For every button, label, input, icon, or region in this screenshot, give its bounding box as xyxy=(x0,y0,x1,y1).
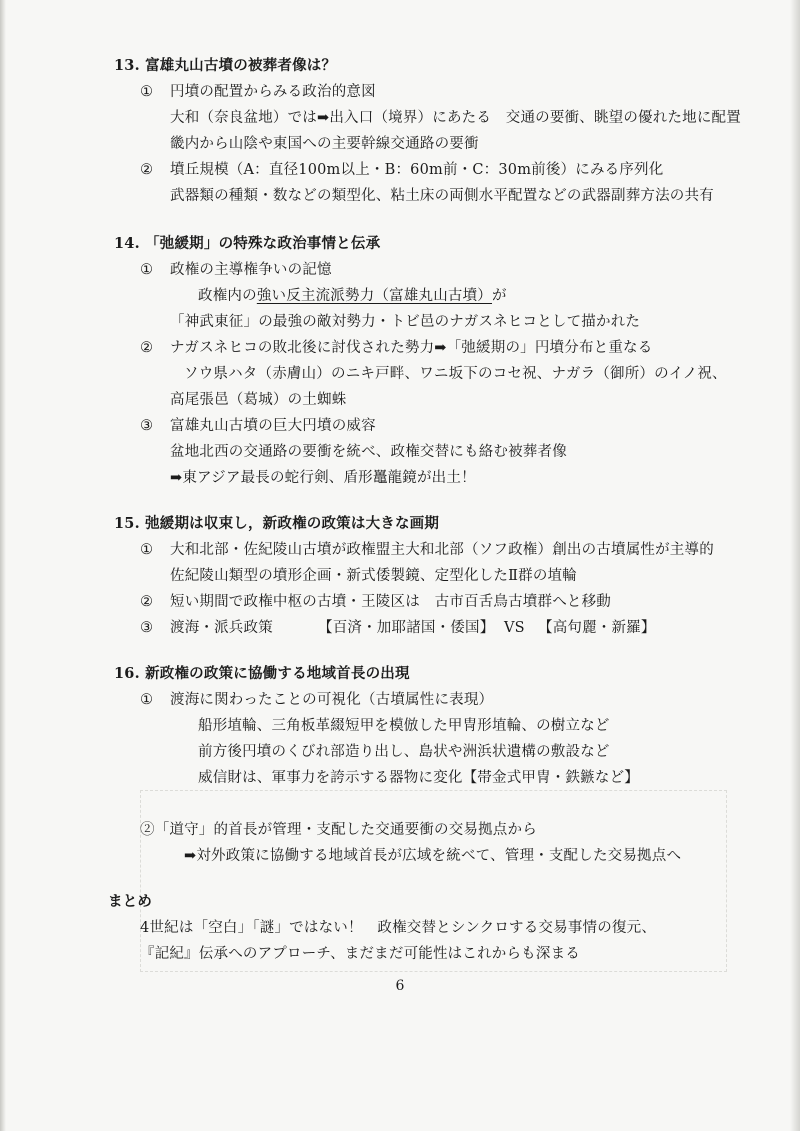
section-14-item-3 xyxy=(140,416,376,436)
section-15-item-3 xyxy=(140,618,273,638)
versus-label: VS xyxy=(504,620,525,636)
section-16-heading: 16. 新政権の政策に協働する地域首長の出現 xyxy=(114,665,410,682)
summary-heading: まとめ xyxy=(108,893,153,910)
item-text: 短い期間で政権中枢の古墳・王陵区は 古市百舌鳥古墳群へと移動 xyxy=(170,594,611,610)
summary-line-2: 『記紀』伝承へのアプローチ、まだまだ可能性はこれからも深まる xyxy=(140,946,580,962)
section-13-item-1-line-2: 大和（奈良盆地）では➡出入口（境界）にあたる 交通の要衝、眺望の優れた地に配置 xyxy=(170,110,741,126)
section-15-heading: 15. 弛緩期は収束し，新政権の政策は大きな画期 xyxy=(114,515,440,532)
alliance-left: 【百済・加耶諸国・倭国】 xyxy=(318,620,495,636)
section-13-item-1-line-3: 畿内から山陰や東国への主要幹線交通路の要衝 xyxy=(170,136,479,152)
section-15-item-2 xyxy=(140,592,611,612)
section-13-item-2 xyxy=(140,160,663,180)
section-14-heading: 14. 「弛緩期」の特殊な政治事情と伝承 xyxy=(114,235,381,252)
item-text: 墳丘規模（A：直径100m以上・B：60m前・C：30m前後）にみる序列化 xyxy=(170,162,664,178)
section-14-item-3-line-2: 盆地北西の交通路の要衝を統べ、政権交替にも絡む被葬者像 xyxy=(170,444,567,460)
text-suffix: が xyxy=(492,288,507,304)
section-14-item-1 xyxy=(140,260,332,280)
section-13-item-2-line-2: 武器類の種類・数などの類型化、粘土床の両側水平配置などの武器副葬方法の共有 xyxy=(170,188,714,204)
scan-edge-left xyxy=(0,0,6,1131)
item-number: ① xyxy=(140,692,154,708)
section-14-item-1-line-3: 「神武東征」の最強の敵対勢力・トビ邑のナガスネヒコとして描かれた xyxy=(170,314,641,330)
item-number: ② xyxy=(140,594,154,610)
item-number: ③ xyxy=(140,620,154,636)
section-16-item-2: ②「道守」的首長が管理・支配した交通要衝の交易拠点から xyxy=(140,822,537,838)
section-16-item-2-line-2: ➡対外政策に協働する地域首長が広域を統べて、管理・支配した交易拠点へ xyxy=(184,848,682,864)
item-number: ① xyxy=(140,542,154,558)
section-16-item-1-line-2: 船形埴輪、三角板革綴短甲を模倣した甲冑形埴輪、の樹立など xyxy=(198,718,610,734)
item-text: 富雄丸山古墳の巨大円墳の威容 xyxy=(170,418,376,434)
section-15-item-1-line-2: 佐紀陵山類型の墳形企画・新式倭製鏡、定型化したⅡ群の埴輪 xyxy=(170,568,577,584)
page-number: 6 xyxy=(395,978,405,994)
section-14-item-2 xyxy=(140,338,652,358)
section-13-item-1 xyxy=(140,82,376,102)
item-text: 渡海に関わったことの可視化（古墳属性に表現） xyxy=(170,692,494,708)
text-prefix: 政権内の xyxy=(198,288,257,304)
item-number: ① xyxy=(140,262,154,278)
summary-line-1: 4世紀は「空白」「謎」ではない！ 政権交替とシンクロする交易事情の復元、 xyxy=(140,920,657,936)
section-16-item-1 xyxy=(140,690,493,710)
underlined-text: 強い反主流派勢力（富雄丸山古墳） xyxy=(256,288,493,304)
scan-edge-right xyxy=(790,0,800,1131)
section-16-item-1-line-3: 前方後円墳のくびれ部造り出し、島状や洲浜状遺構の敷設など xyxy=(198,744,610,760)
item-text: 渡海・派兵政策 xyxy=(170,620,273,636)
section-15-item-1 xyxy=(140,540,714,560)
section-14-item-2-line-2: ソウ県ハタ（赤膚山）のニキ戸畔、ワニ坂下のコセ祝、ナガラ（御所）のイノ祝、 xyxy=(184,366,727,382)
section-14-item-2-line-3: 高尾張邑（葛城）の土蜘蛛 xyxy=(170,392,347,408)
item-number: ① xyxy=(140,84,154,100)
item-number: ② xyxy=(140,162,154,178)
item-number: ③ xyxy=(140,418,154,434)
section-13-heading: 13. 富雄丸山古墳の被葬者像は？ xyxy=(114,57,337,74)
section-14-item-1-line-2 xyxy=(198,286,507,306)
alliance-right: 【高句麗・新羅】 xyxy=(538,620,656,636)
item-number: ② xyxy=(140,340,154,356)
section-16-item-1-line-4: 威信財は、軍事力を誇示する器物に変化【帯金式甲冑・鉄鏃など】 xyxy=(198,770,639,786)
item-text: 政権の主導権争いの記憶 xyxy=(170,262,332,278)
item-text: 円墳の配置からみる政治的意図 xyxy=(170,84,376,100)
section-14-item-3-line-3: ➡東アジア最長の蛇行剣、盾形鼉龍鏡が出土！ xyxy=(170,470,476,486)
item-text: 大和北部・佐紀陵山古墳が政権盟主大和北部（ソフ政権）創出の古墳属性が主導的 xyxy=(170,542,714,558)
item-text: ナガスネヒコの敗北後に討伐された勢力➡「弛緩期の」円墳分布と重なる xyxy=(170,340,653,356)
